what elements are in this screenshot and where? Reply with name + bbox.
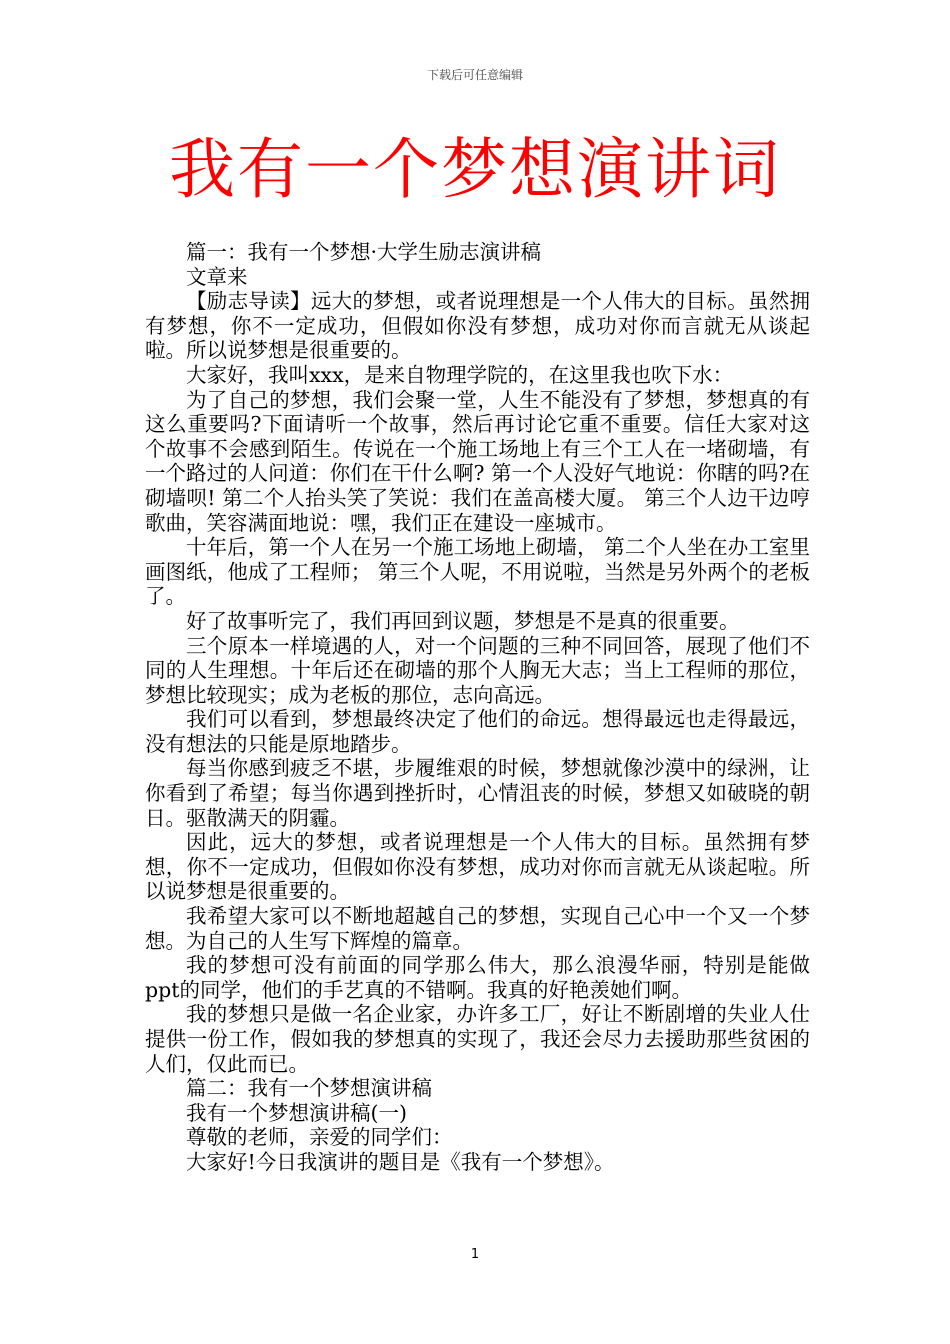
paragraph: 因此，远大的梦想，或者说理想是一个人伟大的目标。虽然拥有梦想，你不一定成功，但假如你没有梦想，成功对你而言就无从谈起啦。所以说梦想是很重要的。: [145, 830, 810, 904]
paragraph: 大家好!今日我演讲的题目是《我有一个梦想》。: [186, 1149, 615, 1174]
paragraph: 篇二：我有一个梦想演讲稿: [186, 1076, 432, 1101]
paragraph: 为了自己的梦想，我们会聚一堂，人生不能没有了梦想，梦想真的有这么重要吗?下面请听一个故事，然后再讨论它重不重要。信任大家对这个故事不会感到陌生。传说在一个施工场地上有三个工人在一堵砌墙，有一个路过的人问道：你们在干什么啊? 第一个人没好气地说：你瞎的吗?在砌墙呗! 第二个人抬头笑了笑说：我们在盖高楼大厦。 第三个人边干边哼歌曲，笑容满面地说：嘿，我们正在建设一座城市。: [145, 387, 810, 535]
document-title: 我有一个梦想演讲词: [169, 131, 781, 208]
paragraph: 大家好，我叫xxx，是来自物理学院的，在这里我也吹下水：: [186, 362, 734, 387]
paragraph: 好了故事听完了，我们再回到议题，梦想是不是真的很重要。: [186, 608, 740, 633]
page-number: 1: [470, 1247, 480, 1262]
paragraph: 文章来: [186, 264, 248, 289]
paragraph: 尊敬的老师，亲爱的同学们：: [186, 1125, 453, 1150]
paragraph: 每当你感到疲乏不堪，步履维艰的时候，梦想就像沙漠中的绿洲，让你看到了希望；每当你遇到挫折时，心情沮丧的时候，梦想又如破晓的朝日。驱散满天的阴霾。: [145, 756, 810, 830]
paragraph: 我们可以看到，梦想最终决定了他们的命远。想得最远也走得最远，没有想法的只能是原地踏步。: [145, 707, 810, 756]
paragraph: 十年后，第一个人在另一个施工场地上砌墙， 第二个人坐在办工室里画图纸，他成了工程师； 第三个人呢，不用说啦，当然是另外两个的老板了。: [145, 535, 810, 609]
paragraph: 我的梦想只是做一名企业家，办许多工厂，好让不断剧增的失业人仕提供一份工作，假如我的梦想真的实现了，我还会尽力去援助那些贫困的人们，仅此而已。: [145, 1002, 810, 1076]
paragraph: 三个原本一样境遇的人，对一个问题的三种不同回答，展现了他们不同的人生理想。十年后还在砌墙的那个人胸无大志；当上工程师的那位，梦想比较现实；成为老板的那位，志向高远。: [145, 633, 810, 707]
header-note: 下载后可任意编辑: [426, 68, 523, 82]
paragraph: 篇一：我有一个梦想·大学生励志演讲稿: [186, 240, 542, 264]
paragraph: 我有一个梦想演讲稿(一): [186, 1100, 407, 1125]
paragraph: 我希望大家可以不断地超越自己的梦想，实现自己心中一个又一个梦想。为自己的人生写下辉煌的篇章。: [145, 904, 810, 953]
paragraph: 【励志导读】远大的梦想，或者说理想是一个人伟大的目标。虽然拥有梦想，你不一定成功，但假如你没有梦想，成功对你而言就无从谈起啦。所以说梦想是很重要的。: [145, 289, 810, 363]
paragraph: 我的梦想可没有前面的同学那么伟大，那么浪漫华丽，特别是能做ppt的同学，他们的手艺真的不错啊。我真的好艳羡她们啊。: [145, 953, 810, 1002]
document-body: [145, 240, 810, 1175]
